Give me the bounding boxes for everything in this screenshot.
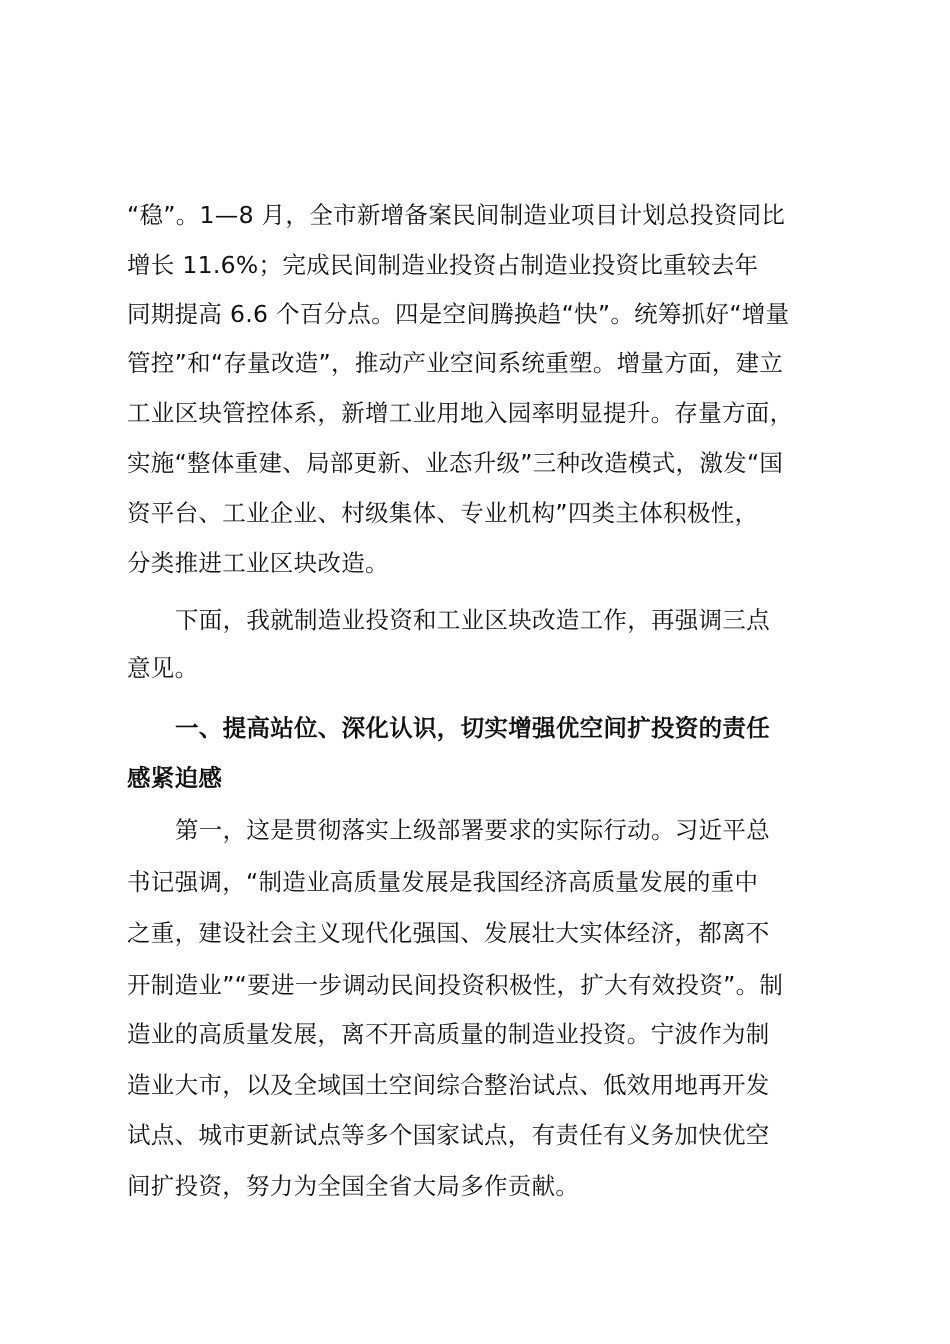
text-line: 造业大市，以及全域国土空间综合整治试点、低效用地再开发 [127, 1071, 770, 1099]
text-line: “稳”。1—8 月，全市新增备案民间制造业项目计划总投资同比 [127, 201, 786, 229]
text-line: 第一，这是贯彻落实上级部署要求的实际行动。习近平总 [175, 816, 770, 844]
text-line: 之重，建设社会主义现代化强国、发展壮大实体经济，都离不 [127, 919, 770, 947]
text-line: 分类推进工业区块改造。 [127, 549, 389, 577]
text-line: 管控”和“存量改造”，推动产业空间系统重塑。增量方面，建立 [127, 349, 784, 377]
text-line: 开制造业”“要进一步调动民间投资积极性，扩大有效投资”。制 [127, 971, 784, 999]
text-line: 间扩投资，努力为全国全省大局多作贡献。 [127, 1172, 580, 1200]
text-line: 同期提高 6.6 个百分点。四是空间腾换趋“快”。统筹抓好“增量 [127, 300, 790, 328]
text-line: 书记强调，“制造业高质量发展是我国经济高质量发展的重中 [127, 868, 759, 896]
text-line: 实施“整体重建、局部更新、业态升级”三种改造模式，激发“国 [127, 449, 784, 477]
text-line: 意见。 [127, 654, 199, 682]
text-line: 试点、城市更新试点等多个国家试点，有责任有义务加快优空 [127, 1121, 770, 1149]
heading-line: 感紧迫感 [127, 764, 223, 792]
text-line: 资平台、工业企业、村级集体、专业机构”四类主体积极性， [127, 499, 759, 527]
text-line: 工业区块管控体系，新增工业用地入园率明显提升。存量方面， [127, 399, 794, 427]
text-line: 增长 11.6%；完成民间制造业投资占制造业投资比重较去年 [127, 251, 759, 279]
text-line: 造业的高质量发展，离不开高质量的制造业投资。宁波作为制 [127, 1020, 770, 1048]
heading-line: 一、提高站位、深化认识，切实增强优空间扩投资的责任 [175, 714, 770, 742]
text-line: 下面，我就制造业投资和工业区块改造工作，再强调三点 [175, 606, 770, 634]
